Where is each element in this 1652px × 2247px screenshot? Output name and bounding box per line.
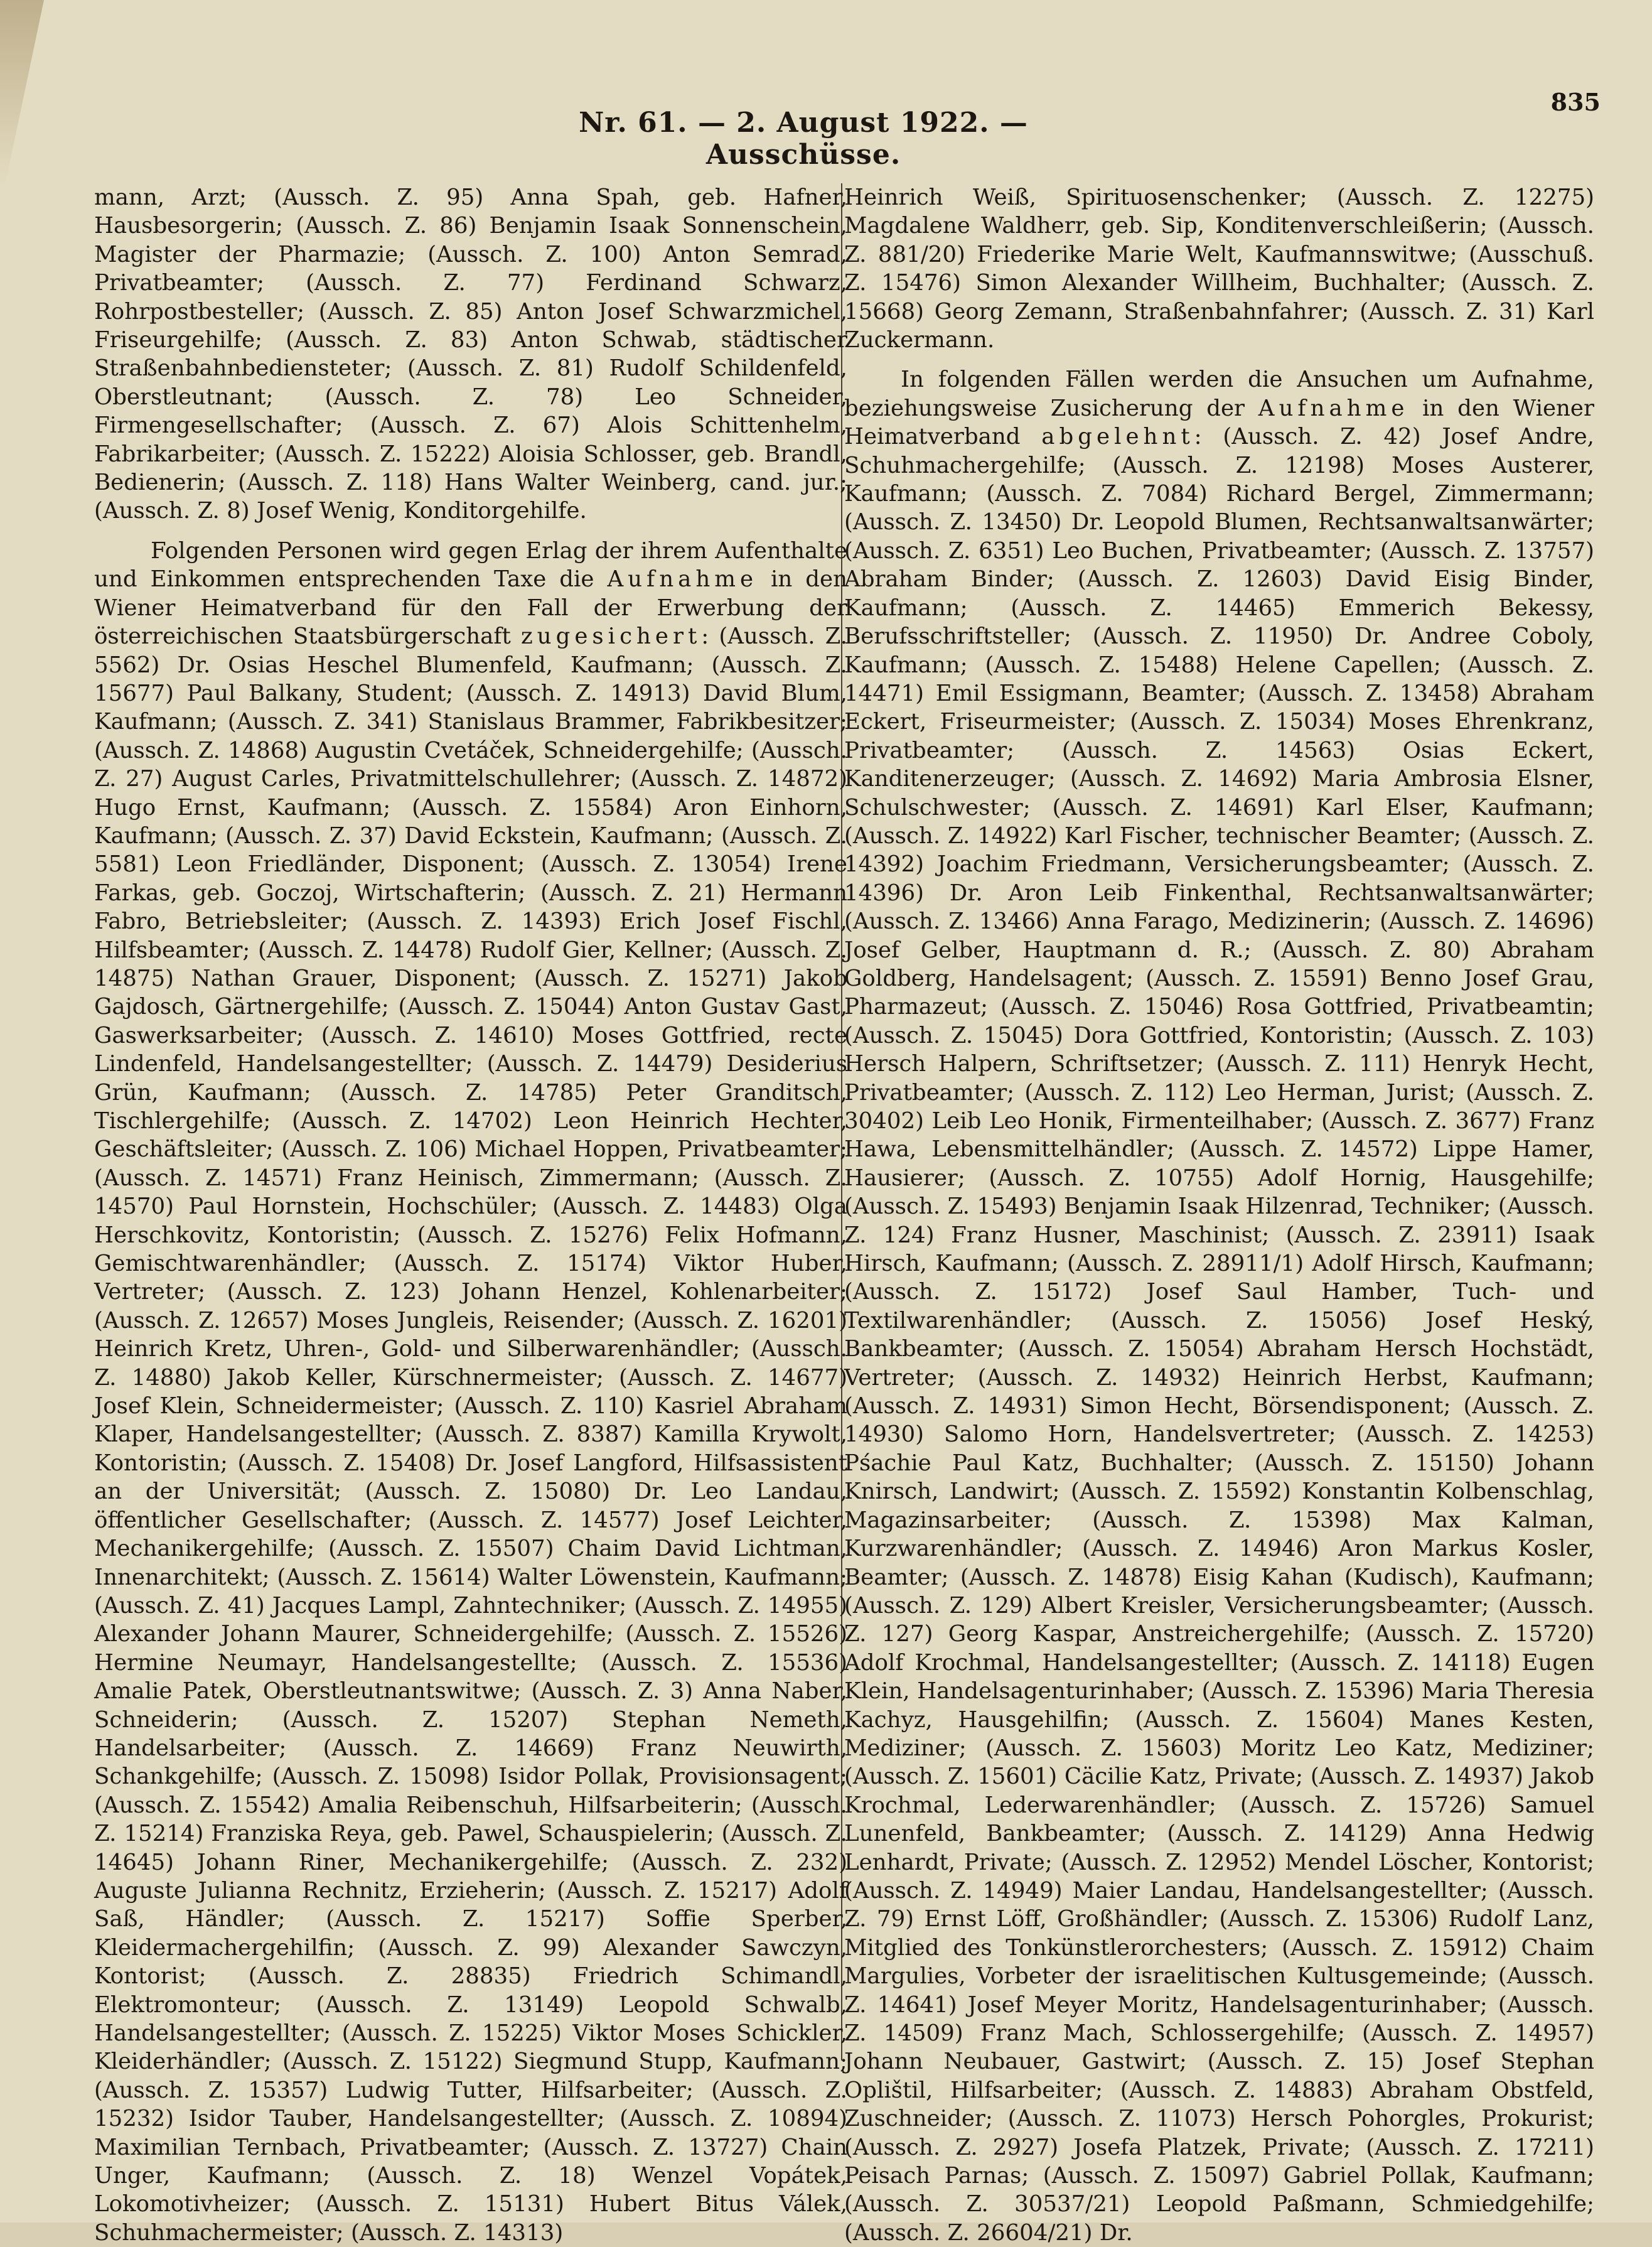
left-paragraph-1: mann, Arzt; (Aussch. Z. 95) Anna Spah, geb. Hafner, Hausbesorgerin; (Aussch. Z. 86) Benjamin Isaak Sonnenschein, Magister der Pharmazie; (Aussch. Z. 100) Anton Semrad, Privatbeamter; (Aussch. Z. 77) Ferdinand Schwarz, Rohrpostbesteller; (Aussch. Z. 85) Anton Josef Schwarzmichel, Friseurgehilfe; (Aussch. Z. 83) Anton Schwab, städtischer Straßenbahnbediensteter; (Aussch. Z. 81) Rudolf Schildenfeld, Oberstleutnant; (Aussch. Z. 78) Leo Schneider, Firmengesellschafter; (Aussch. Z. 67) Alois Schittenhelm, Fabrikarbeiter; (Aussch. Z. 15222) Aloisia Schlosser, geb. Brandl, Bedienerin; (Aussch. Z. 118) Hans Walter Weinberg, cand. jur.; (Aussch. Z. 8) Josef Wenig, Konditorgehilfe. bbox=[94, 185, 847, 524]
right-p2-keyword-abgelehnt: abgelehnt bbox=[1041, 424, 1194, 450]
left-p2-keyword-zugesichert: zugesichert bbox=[520, 623, 702, 650]
right-column bbox=[844, 183, 1594, 2247]
left-p2-keyword-aufnahme: Aufnahme bbox=[607, 566, 758, 593]
torn-corner bbox=[0, 0, 44, 188]
right-paragraph-1: Heinrich Weiß, Spirituosenschenker; (Aussch. Z. 12275) Magdalene Waldherr, geb. Sip, Konditenverschleißerin; (Aussch. Z. 881/20) Friederike Marie Welt, Kaufmannswitwe; (Ausschuß. Z. 15476) Simon Alexander Willheim, Buchhalter; (Aussch. Z. 15668) Georg Zemann, Straßenbahnfahrer; (Aussch. Z. 31) Karl Zuckermann. bbox=[844, 185, 1594, 353]
right-p2-keyword-aufnahme: Aufnahme bbox=[1258, 395, 1409, 421]
right-p2-mid: in den Wiener Heimatverband bbox=[844, 395, 1594, 450]
left-p2-body: : (Aussch. Z. 5562) Dr. Osias Heschel Blumenfeld, Kaufmann; (Aussch. Z. 15677) Paul Balkany, Student; (Aussch. Z. 14913) David Blum, Kaufmann; (Aussch. Z. 341) Stanislaus Brammer, Fabrikbesitzer; (Aussch. Z. 14868) Augustin Cvetáček, Schneidergehilfe; (Aussch. Z. 27) August Carles, Privatmittelschullehrer; (Aussch. Z. 14872) Hugo Ernst, Kaufmann; (Aussch. Z. 15584) Aron Einhorn, Kaufmann; (Aussch. Z. 37) David Eckstein, Kaufmann; (Aussch. Z. 5581) Leon Friedländer, Disponent; (Aussch. Z. 13054) Irene Farkas, geb. Goczoj, Wirtschafterin; (Aussch. Z. 21) Hermann Fabro, Betriebsleiter; (Aussch. Z. 14393) Erich Josef Fischl, Hilfsbeamter; (Aussch. Z. 14478) Rudolf Gier, Kellner; (Aussch. Z. 14875) Nathan Grauer, Disponent; (Aussch. Z. 15271) Jakob Gajdosch, Gärtnergehilfe; (Aussch. Z. 15044) Anton Gustav Gast, Gaswerksarbeiter; (Aussch. Z. 14610) Moses Gottfried, recte Lindenfeld, Handelsangestellter; (Aussch. Z. 14479) Desiderius Grün, Kaufmann; (Aussch. Z. 14785) Peter Granditsch, Tischlergehilfe; (Aussch. Z. 14702) Leon Heinrich Hechter, Geschäftsleiter; (Aussch. Z. 106) Michael Hoppen, Privatbeamter; (Aussch. Z. 14571) Franz Heinisch, Zimmermann; (Aussch. Z. 14570) Paul Hornstein, Hochschüler; (Aussch. Z. 14483) Olga Herschkovitz, Kontoristin; (Aussch. Z. 15276) Felix Hofmann, Gemischtwarenhändler; (Aussch. Z. 15174) Viktor Huber, Vertreter; (Aussch. Z. 123) Johann Henzel, Kohlenarbeiter; (Aussch. Z. 12657) Moses Jungleis, Reisender; (Aussch. Z. 16201) Heinrich Kretz, Uhren-, Gold- und Silberwarenhändler; (Aussch. Z. 14880) Jakob Keller, Kürschnermeister; (Aussch. Z. 14677) Josef Klein, Schneidermeister; (Aussch. Z. 110) Kasriel Abraham Klaper, Handelsangestellter; (Aussch. Z. 8387) Kamilla Krywolt, Kontoristin; (Aussch. Z. 15408) Dr. Josef Langford, Hilfsassistent an der Universität; (Aussch. Z. 15080) Dr. Leo Landau, öffentlicher Gesellschafter; (Aussch. Z. 14577) Josef Leichter, Mechanikergehilfe; (Aussch. Z. 15507) Chaim David Lichtman, Innenarchitekt; (Aussch. Z. 15614) Walter Löwenstein, Kaufmann; (Aussch. Z. 41) Jacques Lampl, Zahntechniker; (Aussch. Z. 14955) Alexander Johann Maurer, Schneidergehilfe; (Aussch. Z. 15526) Hermine Neumayr, Handelsangestellte; (Aussch. Z. 15536) Amalie Patek, Oberstleutnantswitwe; (Aussch. Z. 3) Anna Naber, Schneiderin; (Aussch. Z. 15207) Stephan Nemeth, Handelsarbeiter; (Aussch. Z. 14669) Franz Neuwirth, Schankgehilfe; (Aussch. Z. 15098) Isidor Pollak, Provisionsagent; (Aussch. Z. 15542) Amalia Reibenschuh, Hilfsarbeiterin; (Aussch. Z. 15214) Franziska Reya, geb. Pawel, Schauspielerin; (Aussch. Z. 14645) Johann Riner, Mechanikergehilfe; (Aussch. Z. 232) Auguste Julianna Rechnitz, Erzieherin; (Aussch. Z. 15217) Adolf Saß, Händler; (Aussch. Z. 15217) Soffie Sperber, Kleidermachergehilfin; (Aussch. Z. 99) Alexander Sawczyn, Kontorist; (Aussch. Z. 28835) Friedrich Schimandl, Elektromonteur; (Aussch. Z. 13149) Leopold Schwalb, Handelsangestellter; (Aussch. Z. 15225) Viktor Moses Schickler, Kleiderhändler; (Aussch. Z. 15122) Siegmund Stupp, Kaufmann; (Aussch. Z. 15357) Ludwig Tutter, Hilfsarbeiter; (Aussch. Z. 15232) Isidor Tauber, Handelsangestellter; (Aussch. Z. 10894) Maximilian Ternbach, Privatbeamter; (Aussch. Z. 13727) Chain Unger, Kaufmann; (Aussch. Z. 18) Wenzel Vopátek, Lokomotivheizer; (Aussch. Z. 15131) Hubert Bitus Válek, Schuhmachermeister; (Aussch. Z. 14313) bbox=[94, 623, 848, 2246]
right-paragraph-2 bbox=[844, 365, 1594, 2247]
right-p2-body: : (Aussch. Z. 42) Josef Andre, Schuhmachergehilfe; (Aussch. Z. 12198) Moses Austerer, Kaufmann; (Aussch. Z. 7084) Richard Bergel, Zimmermann; (Aussch. Z. 13450) Dr. Leopold Blumen, Rechtsanwaltsanwärter; (Aussch. Z. 6351) Leo Buchen, Privatbeamter; (Aussch. Z. 13757) Abraham Binder; (Aussch. Z. 12603) David Eisig Binder, Kaufmann; (Aussch. Z. 14465) Emmerich Bekessy, Berufsschriftsteller; (Aussch. Z. 11950) Dr. Andree Coboly, Kaufmann; (Aussch. Z. 15488) Helene Capellen; (Aussch. Z. 14471) Emil Essigmann, Beamter; (Aussch. Z. 13458) Abraham Eckert, Friseurmeister; (Aussch. Z. 15034) Moses Ehrenkranz, Privatbeamter; (Aussch. Z. 14563) Osias Eckert, Kanditenerzeuger; (Aussch. Z. 14692) Maria Ambrosia Elsner, Schulschwester; (Aussch. Z. 14691) Karl Elser, Kaufmann; (Aussch. Z. 14922) Karl Fischer, technischer Beamter; (Aussch. Z. 14392) Joachim Friedmann, Versicherungsbeamter; (Aussch. Z. 14396) Dr. Aron Leib Finkenthal, Rechtsanwaltsanwärter; (Aussch. Z. 13466) Anna Farago, Medizinerin; (Aussch. Z. 14696) Josef Gelber, Hauptmann d. R.; (Aussch. Z. 80) Abraham Goldberg, Handelsagent; (Aussch. Z. 15591) Benno Josef Grau, Pharmazeut; (Aussch. Z. 15046) Rosa Gottfried, Privatbeamtin; (Aussch. Z. 15045) Dora Gottfried, Kontoristin; (Aussch. Z. 103) Hersch Halpern, Schriftsetzer; (Aussch. Z. 111) Henryk Hecht, Privatbeamter; (Aussch. Z. 112) Leo Herman, Jurist; (Aussch. Z. 30402) Leib Leo Honik, Firmenteilhaber; (Aussch. Z. 3677) Franz Hawa, Lebensmittelhändler; (Aussch. Z. 14572) Lippe Hamer, Hausierer; (Aussch. Z. 10755) Adolf Hornig, Hausgehilfe; (Aussch. Z. 15493) Benjamin Isaak Hilzenrad, Techniker; (Aussch. Z. 124) Franz Husner, Maschinist; (Aussch. Z. 23911) Isaak Hirsch, Kaufmann; (Aussch. Z. 28911/1) Adolf Hirsch, Kaufmann; (Aussch. Z. 15172) Josef Saul Hamber, Tuch- und Textilwarenhändler; (Aussch. Z. 15056) Josef Heský, Bankbeamter; (Aussch. Z. 15054) Abraham Hersch Hochstädt, Vertreter; (Aussch. Z. 14932) Heinrich Herbst, Kaufmann; (Aussch. Z. 14931) Simon Hecht, Börsendisponent; (Aussch. Z. 14930) Salomo Horn, Handelsvertreter; (Aussch. Z. 14253) Pśachie Paul Katz, Buchhalter; (Aussch. Z. 15150) Johann Knirsch, Landwirt; (Aussch. Z. 15592) Konstantin Kolbenschlag, Magazinsarbeiter; (Aussch. Z. 15398) Max Kalman, Kurzwarenhändler; (Aussch. Z. 14946) Aron Markus Kosler, Beamter; (Aussch. Z. 14878) Eisig Kahan (Kudisch), Kaufmann; (Aussch. Z. 129) Albert Kreisler, Versicherungsbeamter; (Aussch. Z. 127) Georg Kaspar, Anstreichergehilfe; (Aussch. Z. 15720) Adolf Krochmal, Handelsangestellter; (Aussch. Z. 14118) Eugen Klein, Handelsagenturinhaber; (Aussch. Z. 15396) Maria Theresia Kachyz, Hausgehilfin; (Aussch. Z. 15604) Manes Kesten, Mediziner; (Aussch. Z. 15603) Moritz Leo Katz, Mediziner; (Aussch. Z. 15601) Cäcilie Katz, Private; (Aussch. Z. 14937) Jakob Krochmal, Lederwarenhändler; (Aussch. Z. 15726) Samuel Lunenfeld, Bankbeamter; (Aussch. Z. 14129) Anna Hedwig Lenhardt, Private; (Aussch. Z. 12952) Mendel Löscher, Kontorist; (Aussch. Z. 14949) Maier Landau, Handelsangestellter; (Aussch. Z. 79) Ernst Löff, Großhändler; (Aussch. Z. 15306) Rudolf Lanz, Mitglied des Tonkünstlerorchesters; (Aussch. Z. 15912) Chaim Margulies, Vorbeter der israelitischen Kultusgemeinde; (Aussch. Z. 14641) Josef Meyer Moritz, Handelsagenturinhaber; (Aussch. Z. 14509) Franz Mach, Schlossergehilfe; (Aussch. Z. 14957) Johann Neubauer, Gastwirt; (Aussch. Z. 15) Josef Stephan Oplištil, Hilfsarbeiter; (Aussch. Z. 14883) Abraham Obstfeld, Zuschneider; (Aussch. Z. 11073) Hersch Pohorgles, Prokurist; (Aussch. Z. 2927) Josefa Platzek, Private; (Aussch. Z. 17211) Peisach Parnas; (Aussch. Z. 15097) Gabriel Pollak, Kaufmann; (Aussch. Z. 30537/21) Leopold Paßmann, Schmiedgehilfe; (Aussch. Z. 26604/21) Dr. bbox=[844, 424, 1594, 2246]
page-header: Nr. 61. — 2. August 1922. — Ausschüsse. bbox=[579, 107, 1028, 171]
left-column bbox=[94, 183, 847, 2247]
right-p2-intro: In folgenden Fällen werden die Ansuchen um Aufnahme, beziehungsweise Zusicherung der bbox=[844, 367, 1594, 421]
page-number: 835 bbox=[1550, 88, 1601, 116]
left-paragraph-2 bbox=[94, 537, 847, 2247]
left-p2-intro: Folgenden Personen wird gegen Erlag der ihrem Aufenthalte und Einkommen entsprechenden Taxe die bbox=[94, 537, 847, 593]
left-p2-mid: in den Wiener Heimatverband für den Fall der Erwerbung der österreichischen Staatsbürgerschaft bbox=[94, 566, 847, 650]
